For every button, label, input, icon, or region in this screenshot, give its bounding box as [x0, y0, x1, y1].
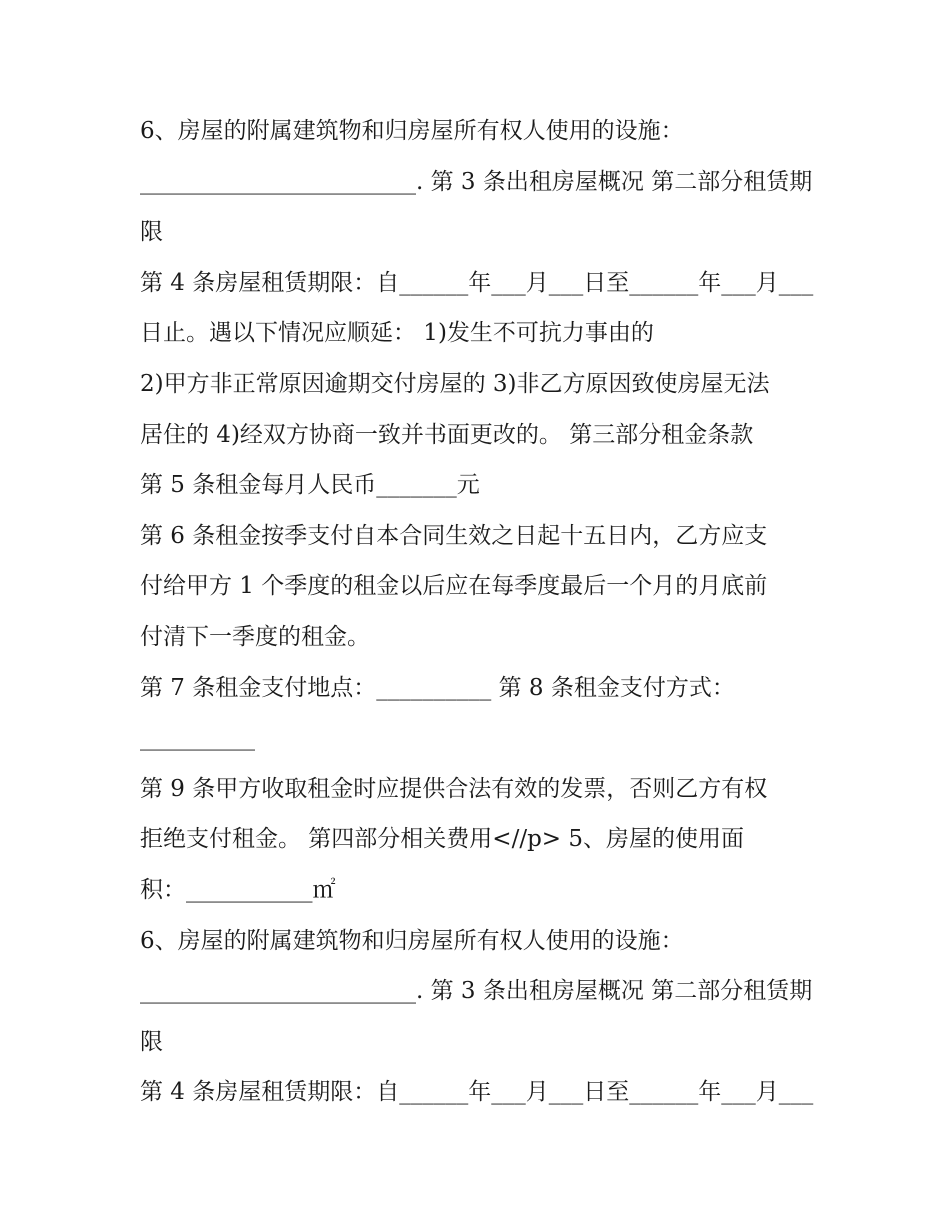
text-line: 6、房屋的附属建筑物和归房屋所有权人使用的设施： [140, 927, 684, 954]
text-line: 积：___________㎡ [140, 876, 336, 903]
text-line: 第 4 条房屋租赁期限：自______年___月___日至______年___月___ [140, 1079, 814, 1106]
text-line: 付清下一季度的租金。 [140, 623, 370, 650]
text-line: 2)甲方非正常原因逾期交付房屋的 3)非乙方原因致使房屋无法 [140, 370, 770, 397]
text-line: __________ [140, 725, 255, 752]
document-body [140, 106, 820, 1118]
text-line: 第 5 条租金每月人民币_______元 [140, 472, 480, 499]
text-line: 居住的 4)经双方协商一致并书面更改的。 第三部分租金条款 [140, 421, 754, 448]
text-line: 第 7 条租金支付地点：__________ 第 8 条租金支付方式： [140, 674, 735, 701]
text-line: 限 [140, 219, 163, 246]
text-line: 付给甲方 1 个季度的租金以后应在每季度最后一个月的月底前 [140, 573, 768, 600]
text-line: 日止。遇以下情况应顺延： 1)发生不可抗力事由的 [140, 320, 654, 347]
text-line: 拒绝支付租金。 第四部分相关费用<//p> 5、房屋的使用面 [140, 826, 745, 853]
text-line: 限 [140, 1028, 163, 1055]
text-line: 6、房屋的附属建筑物和归房屋所有权人使用的设施： [140, 118, 684, 144]
text-line: ________________________. 第 3 条出租房屋概况 第二部分租赁期 [140, 168, 813, 195]
text-line: ________________________. 第 3 条出租房屋概况 第二部分租赁期 [140, 978, 813, 1005]
text-line: 第 4 条房屋租赁期限：自______年___月___日至______年___月___ [140, 269, 814, 296]
text-line: 第 6 条租金按季支付自本合同生效之日起十五日内，乙方应支 [140, 522, 768, 549]
text-line: 第 9 条甲方收取租金时应提供合法有效的发票，否则乙方有权 [140, 775, 768, 802]
